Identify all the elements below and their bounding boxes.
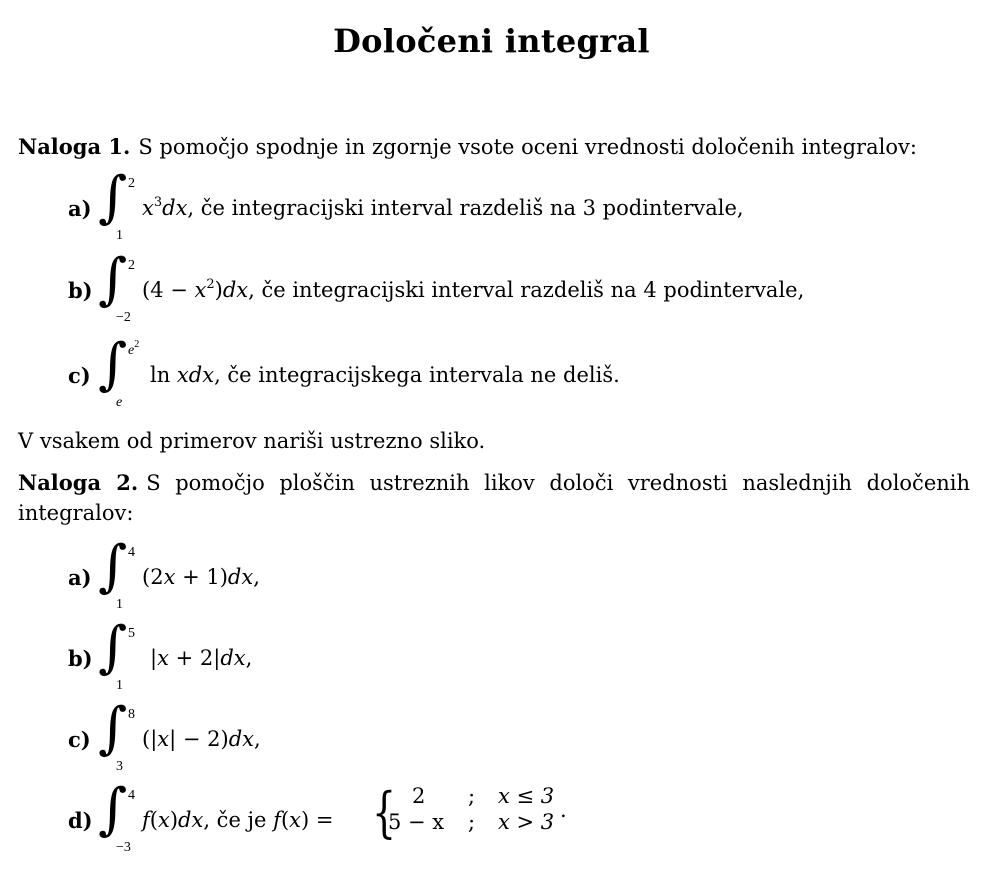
task2-label: Naloga 2. xyxy=(18,470,139,495)
item-letter: c) xyxy=(68,727,91,752)
task2-item-c xyxy=(68,696,948,777)
upper-limit: 4 xyxy=(128,788,135,803)
lower-limit: 1 xyxy=(116,597,123,612)
integrand: (2x + 1)dx, xyxy=(142,565,260,589)
integral-sign: ∫ xyxy=(98,696,128,761)
lower-limit: −2 xyxy=(116,310,131,325)
case2-separator: ; xyxy=(468,810,476,834)
upper-limit: 5 xyxy=(128,626,135,641)
case2-condition: x > 3 xyxy=(498,810,555,834)
task1-item-a xyxy=(68,165,948,246)
task1-item-b xyxy=(68,247,948,328)
item-letter: d) xyxy=(68,808,93,833)
lower-limit: −3 xyxy=(116,840,131,855)
integrand: |x + 2|dx, xyxy=(150,646,253,670)
task1-label: Naloga 1. xyxy=(18,134,131,159)
item-text: , če integracijski interval razdeliš na 3 podintervale, xyxy=(187,196,744,220)
item-text: , xyxy=(253,565,260,589)
integrand: ln xdx, če integracijskega intervala ne deliš. xyxy=(150,363,620,387)
case1-separator: ; xyxy=(468,784,476,808)
lower-limit: e xyxy=(116,395,123,410)
item-letter: a) xyxy=(68,196,92,221)
case1-value: 2 xyxy=(412,784,426,808)
task2-item-d xyxy=(68,777,948,858)
task1-note: V vsakem od primerov nariši ustrezno sliko. xyxy=(18,429,486,453)
final-period: . xyxy=(560,798,567,822)
lower-limit: 1 xyxy=(116,678,123,693)
task2-text: S pomočjo ploščin ustreznih likov določi vrednosti naslednjih določenih integralov: xyxy=(18,471,971,525)
integral-sign: ∫ xyxy=(98,332,128,397)
integrand: $x^3dx$, če integracijski interval razdeliš na 3 podintervale, xyxy=(142,195,744,220)
integral-sign: ∫ xyxy=(98,165,128,230)
left-brace: { xyxy=(372,781,397,844)
item-text: , xyxy=(245,646,253,670)
item-letter: a) xyxy=(68,565,92,590)
integral-sign: ∫ xyxy=(98,777,128,842)
item-letter: b) xyxy=(68,646,93,671)
item-letter: b) xyxy=(68,278,93,303)
item-text: , če integracijski interval razdeliš na 4 podintervale, xyxy=(248,278,805,302)
integral-sign: ∫ xyxy=(98,534,128,599)
task2-paragraph xyxy=(18,468,970,528)
lower-limit: 1 xyxy=(116,228,123,243)
upper-limit: 2 xyxy=(128,258,135,273)
lower-limit: 3 xyxy=(116,759,123,774)
item-text: , če integracijskega intervala ne deliš. xyxy=(214,363,620,387)
upper-limit: $e^2$ xyxy=(128,339,140,358)
page-title: Določeni integral xyxy=(333,22,650,60)
item-text: , xyxy=(254,727,261,751)
case1-condition: x ≤ 3 xyxy=(498,784,555,808)
case2-value: 5 − x xyxy=(388,810,445,834)
item-text: , če je xyxy=(203,808,267,832)
integrand: f(x)dx, če je f(x) = xyxy=(142,808,334,832)
task1-item-c xyxy=(68,332,948,413)
task2-item-b xyxy=(68,615,948,696)
integrand: (|x| − 2)dx, xyxy=(142,727,261,751)
task1-paragraph xyxy=(18,132,970,162)
integral-sign: ∫ xyxy=(98,615,128,680)
integrand: $(4 - x^2)dx$, če integracijski interval razdeliš na 4 podintervale, xyxy=(142,277,805,302)
upper-limit: 4 xyxy=(128,545,135,560)
item-letter: c) xyxy=(68,363,91,388)
task2-item-a xyxy=(68,534,948,615)
integral-sign: ∫ xyxy=(98,247,128,312)
upper-limit: 2 xyxy=(128,176,135,191)
upper-limit: 8 xyxy=(128,707,135,722)
task1-text: S pomočjo spodnje in zgornje vsote oceni vrednosti določenih integralov: xyxy=(138,135,917,159)
